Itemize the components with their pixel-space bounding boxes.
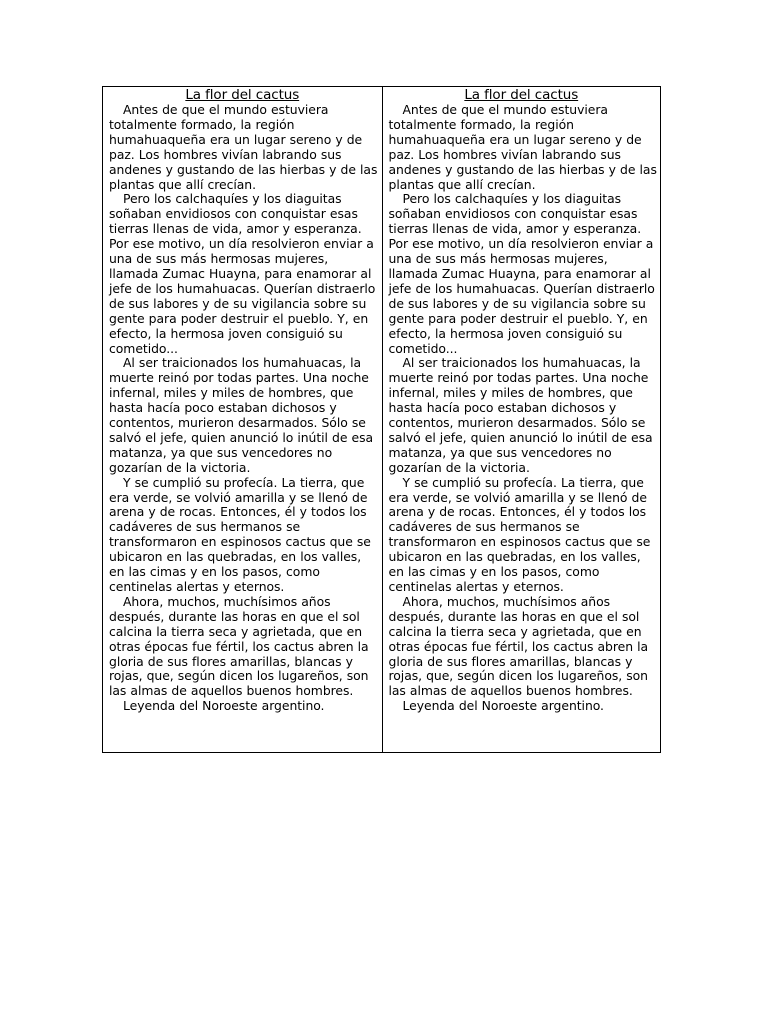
right-paragraph-2: Pero los calchaquíes y los diaguitas soñaban envidiosos con conquistar esas tierras llenas de vida, amor y esperanza. Por ese motivo, un día resolvieron enviar a una de sus más hermosas mujeres, llamada Zumac Huayna, para enamorar al jefe de los humahuacas. Querían distraerlo de sus labores y de su vigilancia sobre su gente para poder destruir el pueblo. Y, en efecto, la hermosa joven consiguió su cometido... xyxy=(388,191,655,356)
right-paragraph-1: Antes de que el mundo estuviera totalmente formado, la región humahuaqueña era un lugar sereno y de paz. Los hombres vivían labrando sus andenes y gustando de las hierbas y de las plantas que allí crecían. xyxy=(388,102,657,192)
left-paragraph-1: Antes de que el mundo estuviera totalmente formado, la región humahuaqueña era un lugar sereno y de paz. Los hombres vivían labrando sus andenes y gustando de las hierbas y de las plantas que allí crecían. xyxy=(109,102,378,192)
right-column xyxy=(382,87,661,752)
right-source-line: Leyenda del Noroeste argentino. xyxy=(402,698,604,714)
right-column-title: La flor del cactus xyxy=(464,87,579,103)
right-paragraph-4: Y se cumplió su profecía. La tierra, que era verde, se volvió amarilla y se llenó de arena y de rocas. Entonces, él y todos los cadáveres de sus hermanos se transformaron en espinosos cactus que se ubicaron en las quebradas, en los valles, en las cimas y en los pasos, como centinelas alertas y eternos. xyxy=(388,474,651,594)
left-paragraph-2: Pero los calchaquíes y los diaguitas soñaban envidiosos con conquistar esas tierras llenas de vida, amor y esperanza. Por ese motivo, un día resolvieron enviar a una de sus más hermosas mujeres, llamada Zumac Huayna, para enamorar al jefe de los humahuacas. Querían distraerlo de sus labores y de su vigilancia sobre su gente para poder destruir el pueblo. Y, en efecto, la hermosa joven consiguió su cometido... xyxy=(109,191,376,356)
left-column xyxy=(103,87,382,752)
left-paragraph-5: Ahora, muchos, muchísimos años después, durante las horas en que el sol calcina la tierra seca y agrietada, que en otras épocas fue fértil, los cactus abren la gloria de sus flores amarillas, blancas y rojas, que, según dicen los lugareños, son las almas de aquellos buenos hombres. xyxy=(109,593,369,699)
right-paragraph-3: Al ser traicionados los humahuacas, la muerte reinó por todas partes. Una noche infernal, miles y miles de hombres, que hasta hacía poco estaban dichosos y contentos, murieron desarmados. Sólo se salvó el jefe, quien anunció lo inútil de esa matanza, ya que sus vencedores no gozarían de la victoria. xyxy=(388,355,653,475)
right-paragraph-5: Ahora, muchos, muchísimos años después, durante las horas en que el sol calcina la tierra seca y agrietada, que en otras épocas fue fértil, los cactus abren la gloria de sus flores amarillas, blancas y rojas, que, según dicen los lugareños, son las almas de aquellos buenos hombres. xyxy=(388,593,649,699)
left-column-title: La flor del cactus xyxy=(185,87,300,103)
left-source-line: Leyenda del Noroeste argentino. xyxy=(123,698,325,714)
left-paragraph-4: Y se cumplió su profecía. La tierra, que era verde, se volvió amarilla y se llenó de arena y de rocas. Entonces, él y todos los cadáveres de sus hermanos se transformaron en espinosos cactus que se ubicaron en las quebradas, en los valles, en las cimas y en los pasos, como centinelas alertas y eternos. xyxy=(109,474,371,594)
legend-table xyxy=(102,86,661,753)
left-paragraph-3: Al ser traicionados los humahuacas, la muerte reinó por todas partes. Una noche infernal, miles y miles de hombres, que hasta hacía poco estaban dichosos y contentos, murieron desarmados. Sólo se salvó el jefe, quien anunció lo inútil de esa matanza, ya que sus vencedores no gozarían de la victoria. xyxy=(109,355,374,475)
